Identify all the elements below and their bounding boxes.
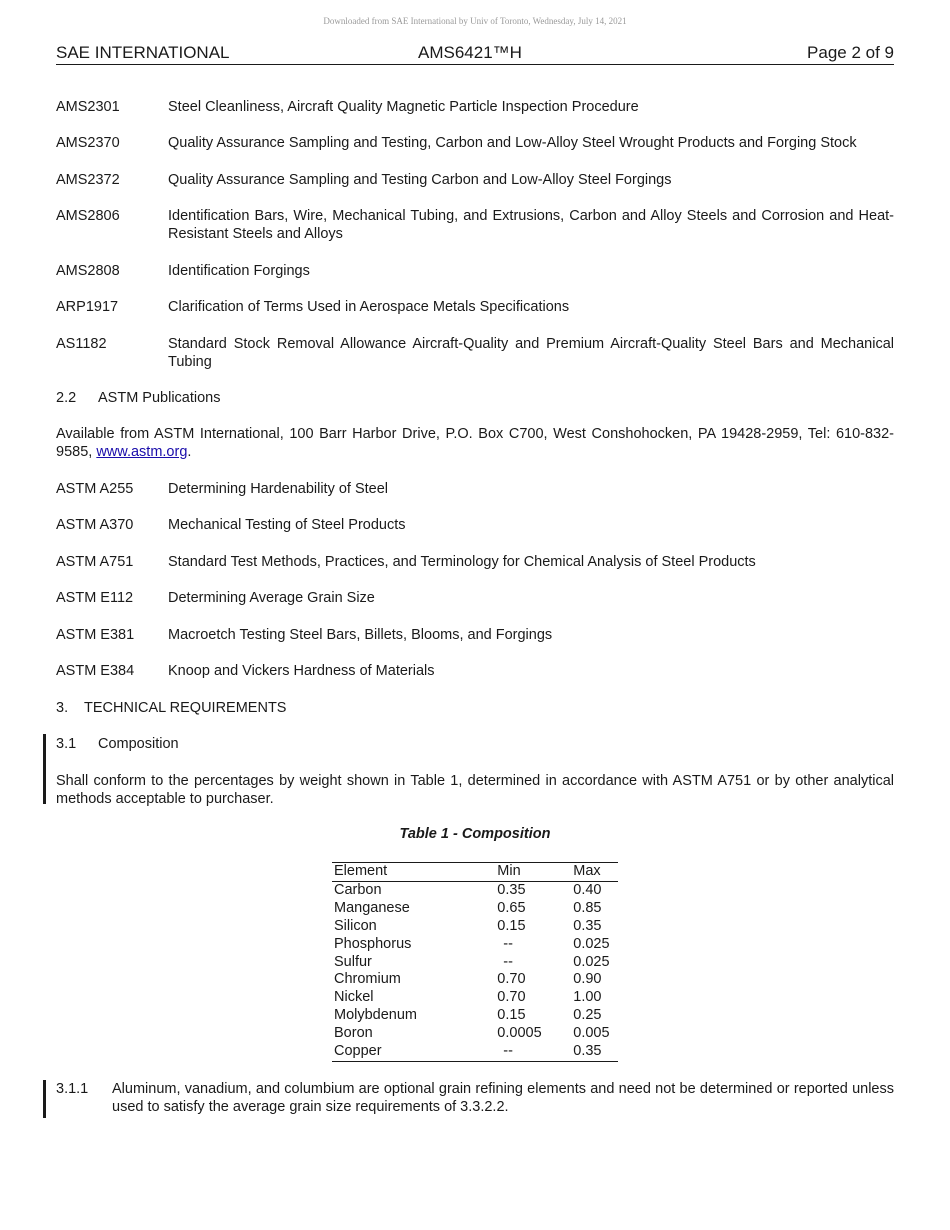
element-cell: Boron [334, 1025, 373, 1042]
reference-code: AMS2372 [56, 172, 120, 188]
availability-suffix: . [187, 444, 192, 460]
element-cell: Phosphorus [334, 935, 412, 952]
section-title: Composition [98, 736, 179, 752]
table-row [332, 918, 618, 936]
reference-code: AMS2808 [56, 263, 120, 279]
astm-availability-paragraph [56, 425, 894, 461]
reference-item [56, 480, 894, 498]
reference-title: Determining Hardenability of Steel [168, 481, 389, 497]
reference-item [56, 171, 894, 189]
element-cell: Chromium [334, 971, 401, 988]
element-cell: Silicon [334, 917, 377, 934]
section-number: 3. [56, 700, 69, 716]
section-number: 2.2 [56, 390, 77, 406]
reference-item [56, 553, 894, 571]
min-cell: 0.0005 [497, 1025, 542, 1042]
reference-title: Quality Assurance Sampling and Testing Carbon and Low-Alloy Steel Forgings [168, 172, 672, 188]
max-cell: 0.35 [573, 917, 602, 934]
download-watermark: Downloaded from SAE International by Univ of Toronto, Wednesday, July 14, 2021 [323, 16, 627, 26]
max-cell: 0.85 [573, 899, 602, 916]
max-cell: 0.025 [573, 935, 610, 952]
reference-code: ASTM A751 [56, 554, 134, 570]
min-cell: 0.65 [497, 899, 526, 916]
table-caption: Table 1 - Composition [399, 826, 551, 842]
max-cell: 0.35 [571, 1043, 618, 1061]
astm-website-link[interactable]: www.astm.org [96, 444, 188, 460]
max-cell: 0.90 [573, 971, 602, 988]
section-title: TECHNICAL REQUIREMENTS [84, 700, 287, 716]
element-cell: Carbon [334, 881, 382, 898]
min-cell: 0.70 [497, 989, 526, 1006]
page-header [56, 44, 894, 65]
max-cell: 0.005 [573, 1025, 610, 1042]
reference-item [56, 134, 894, 152]
section-heading-3 [56, 699, 286, 717]
reference-title: Quality Assurance Sampling and Testing, Carbon and Low-Alloy Steel Wrought Products and Forging Stock [168, 135, 857, 151]
table-row [332, 971, 618, 989]
table-row [332, 1007, 618, 1025]
reference-item [56, 335, 894, 371]
reference-code: ASTM A370 [56, 517, 134, 533]
composition-table [332, 862, 618, 1062]
reference-code: ASTM E381 [56, 627, 135, 643]
element-cell: Sulfur [334, 953, 372, 970]
table-row [332, 1043, 618, 1061]
reference-item [56, 207, 894, 243]
reference-title: Steel Cleanliness, Aircraft Quality Magnetic Particle Inspection Procedure [168, 99, 639, 115]
reference-item [56, 98, 894, 116]
max-cell: 1.00 [573, 989, 602, 1006]
reference-item [56, 516, 894, 534]
column-header-min: Min [495, 863, 571, 882]
reference-item [56, 262, 894, 280]
min-cell: -- [495, 1043, 571, 1061]
header-org: SAE INTERNATIONAL [56, 43, 230, 62]
element-cell: Copper [332, 1043, 495, 1061]
reference-title: Identification Bars, Wire, Mechanical Tubing, and Extrusions, Carbon and Alloy Steels and Corrosion and Heat-Resistant Steels and Alloys [168, 208, 894, 242]
reference-item [56, 298, 894, 316]
section-3-1-1-paragraph [56, 1080, 894, 1116]
min-cell: -- [503, 953, 513, 970]
element-cell: Manganese [334, 899, 410, 916]
min-cell: 0.35 [497, 881, 526, 898]
max-cell: 0.025 [573, 953, 610, 970]
reference-title: Standard Test Methods, Practices, and Terminology for Chemical Analysis of Steel Products [168, 554, 756, 570]
min-cell: 0.70 [497, 971, 526, 988]
column-header-max: Max [571, 863, 618, 882]
table-row [332, 989, 618, 1007]
reference-code: AMS2301 [56, 99, 120, 115]
reference-title: Knoop and Vickers Hardness of Materials [168, 663, 435, 679]
table-row [332, 881, 618, 899]
header-page-number: Page 2 of 9 [807, 43, 894, 62]
reference-item [56, 662, 894, 680]
reference-code: AS1182 [56, 336, 107, 352]
reference-title: Determining Average Grain Size [168, 590, 375, 606]
element-cell: Nickel [334, 989, 374, 1006]
column-header-element: Element [332, 863, 495, 882]
availability-text: Available from ASTM International, 100 Barr Harbor Drive, P.O. Box C700, West Conshohocken, PA 19428-2959, Tel: 610-832-9585, [56, 426, 894, 460]
reference-code: AMS2370 [56, 135, 120, 151]
reference-title: Identification Forgings [168, 263, 310, 279]
min-cell: 0.15 [497, 917, 526, 934]
header-doc-number: AMS6421™H [418, 43, 522, 62]
table-row [332, 900, 618, 918]
reference-title: Standard Stock Removal Allowance Aircraft-Quality and Premium Aircraft-Quality Steel Bars and Mechanical Tubing [168, 336, 894, 370]
min-cell: 0.15 [497, 1007, 526, 1024]
section-heading-3-1 [56, 735, 179, 753]
reference-title: Mechanical Testing of Steel Products [168, 517, 406, 533]
max-cell: 0.40 [573, 881, 602, 898]
reference-code: AMS2806 [56, 208, 120, 224]
max-cell: 0.25 [573, 1007, 602, 1024]
table-row [332, 1025, 618, 1043]
reference-title: Macroetch Testing Steel Bars, Billets, Blooms, and Forgings [168, 627, 553, 643]
composition-paragraph: Shall conform to the percentages by weight shown in Table 1, determined in accordance with ASTM A751 or by other analytical methods acceptable to purchaser. [56, 773, 894, 807]
reference-code: ASTM A255 [56, 481, 134, 497]
section-text: Aluminum, vanadium, and columbium are optional grain refining elements and need not be determined or reported unless used to satisfy the average grain size requirements of 3.3.2.2. [112, 1081, 894, 1115]
section-heading-2-2 [56, 389, 221, 407]
revision-change-bar [43, 1080, 46, 1118]
section-title: ASTM Publications [98, 390, 221, 406]
revision-change-bar [43, 734, 46, 804]
table-row [332, 936, 618, 954]
reference-code: ARP1917 [56, 299, 119, 315]
reference-title: Clarification of Terms Used in Aerospace Metals Specifications [168, 299, 570, 315]
element-cell: Molybdenum [334, 1007, 418, 1024]
table-header-row [332, 863, 618, 882]
table-row [332, 954, 618, 972]
section-number: 3.1.1 [56, 1081, 89, 1097]
reference-item [56, 589, 894, 607]
reference-item [56, 626, 894, 644]
reference-code: ASTM E112 [56, 590, 134, 606]
section-number: 3.1 [56, 736, 77, 752]
reference-code: ASTM E384 [56, 663, 135, 679]
min-cell: -- [503, 935, 513, 952]
